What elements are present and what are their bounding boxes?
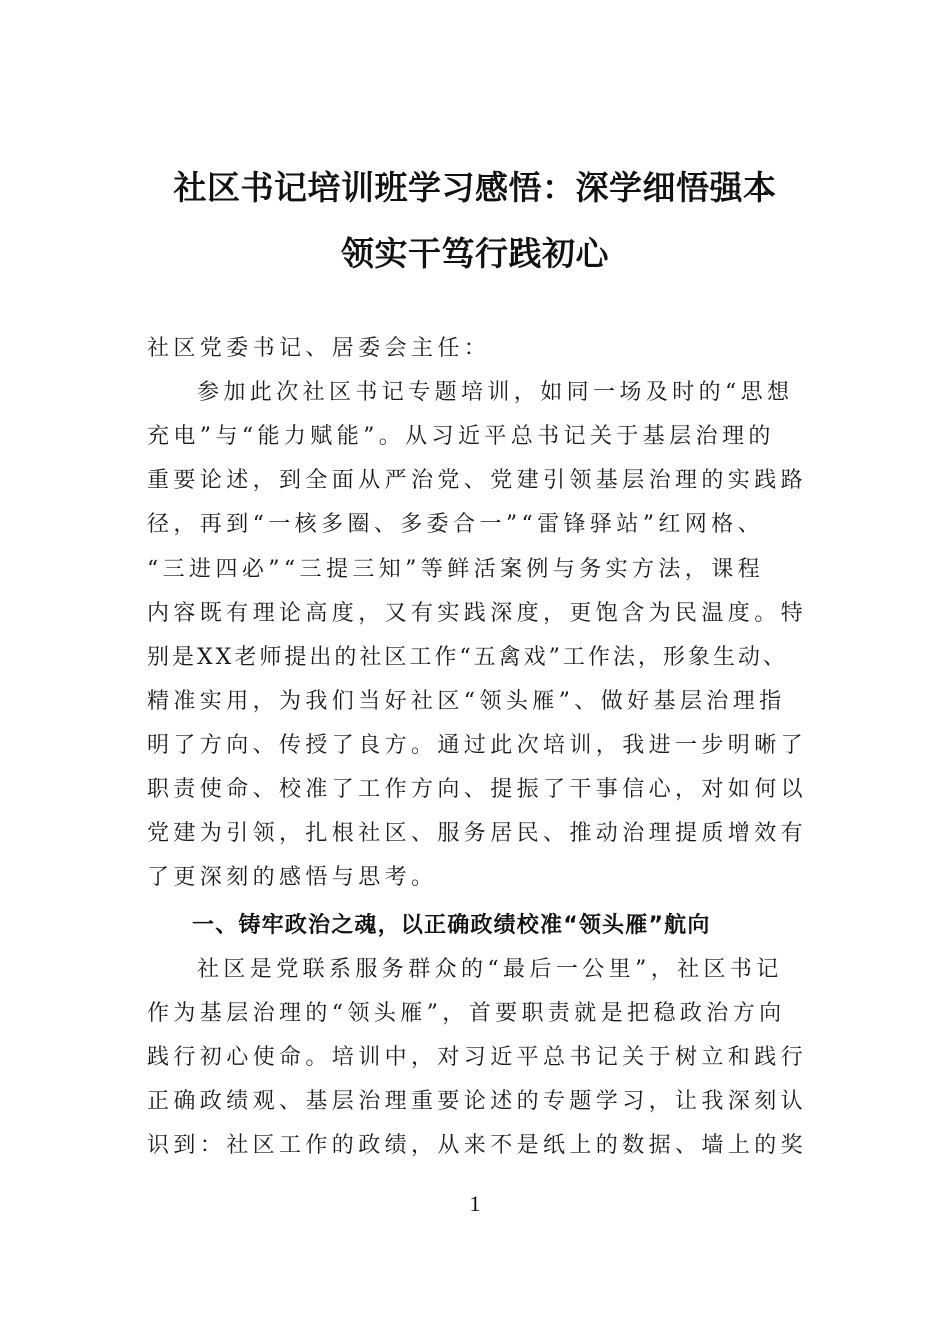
page-number: 1 bbox=[469, 1191, 481, 1216]
paragraph-line: 践行初心使命。培训中，对习近平总书记关于树立和践行 bbox=[147, 1045, 808, 1070]
paragraph-line: 识到：社区工作的政绩，从来不是纸上的数据、墙上的奖 bbox=[147, 1133, 808, 1158]
paragraph-line: 正确政绩观、基层治理重要论述的专题学习，让我深刻认 bbox=[147, 1089, 808, 1114]
paragraph-line: 明了方向、传授了良方。通过此次培训，我进一步明晰了 bbox=[147, 733, 808, 758]
paragraph-line: 参加此次社区书记专题培训，如同一场及时的“思想 bbox=[197, 380, 794, 405]
paragraph-line: 职责使命、校准了工作方向、提振了干事信心，对如何以 bbox=[147, 777, 808, 802]
paragraph-line: 径，再到“一核多圈、多委合一”“雷锋驿站”红网格、 bbox=[147, 512, 764, 537]
paragraph-line: 了更深刻的感悟与思考。 bbox=[147, 865, 438, 890]
author-line: 社区党委书记、居委会主任： bbox=[147, 336, 491, 361]
document-title-line-1: 社区书记培训班学习感悟：深学细悟强本 bbox=[173, 168, 777, 207]
paragraph-line: 精准实用，为我们当好社区“领头雁”、做好基层治理指 bbox=[147, 689, 786, 714]
section-heading-1: 一、铸牢政治之魂，以正确政绩校准“领头雁”航向 bbox=[192, 913, 711, 938]
document-title-line-2: 领实干笃行践初心 bbox=[341, 234, 609, 273]
paragraph-line: “三进四必”“三提三知”等鲜活案例与务实方法，课程 bbox=[147, 557, 764, 582]
paragraph-line: 充电”与“能力赋能”。从习近平总书记关于基层治理的 bbox=[147, 424, 775, 449]
paragraph-line: 社区是党联系服务群众的“最后一公里”，社区书记 bbox=[197, 957, 783, 982]
paragraph-line: 重要论述，到全面从严治党、党建引领基层治理的实践路 bbox=[147, 468, 808, 493]
paragraph-line: 别是XX老师提出的社区工作“五禽戏”工作法，形象生动、 bbox=[147, 645, 788, 670]
paragraph-line: 党建为引领，扎根社区、服务居民、推动治理提质增效有 bbox=[147, 821, 808, 846]
paragraph-line: 作为基层治理的“领头雁”，首要职责就是把稳政治方向 bbox=[147, 1001, 786, 1026]
paragraph-line: 内容既有理论高度，又有实践深度，更饱含为民温度。特 bbox=[147, 601, 808, 626]
